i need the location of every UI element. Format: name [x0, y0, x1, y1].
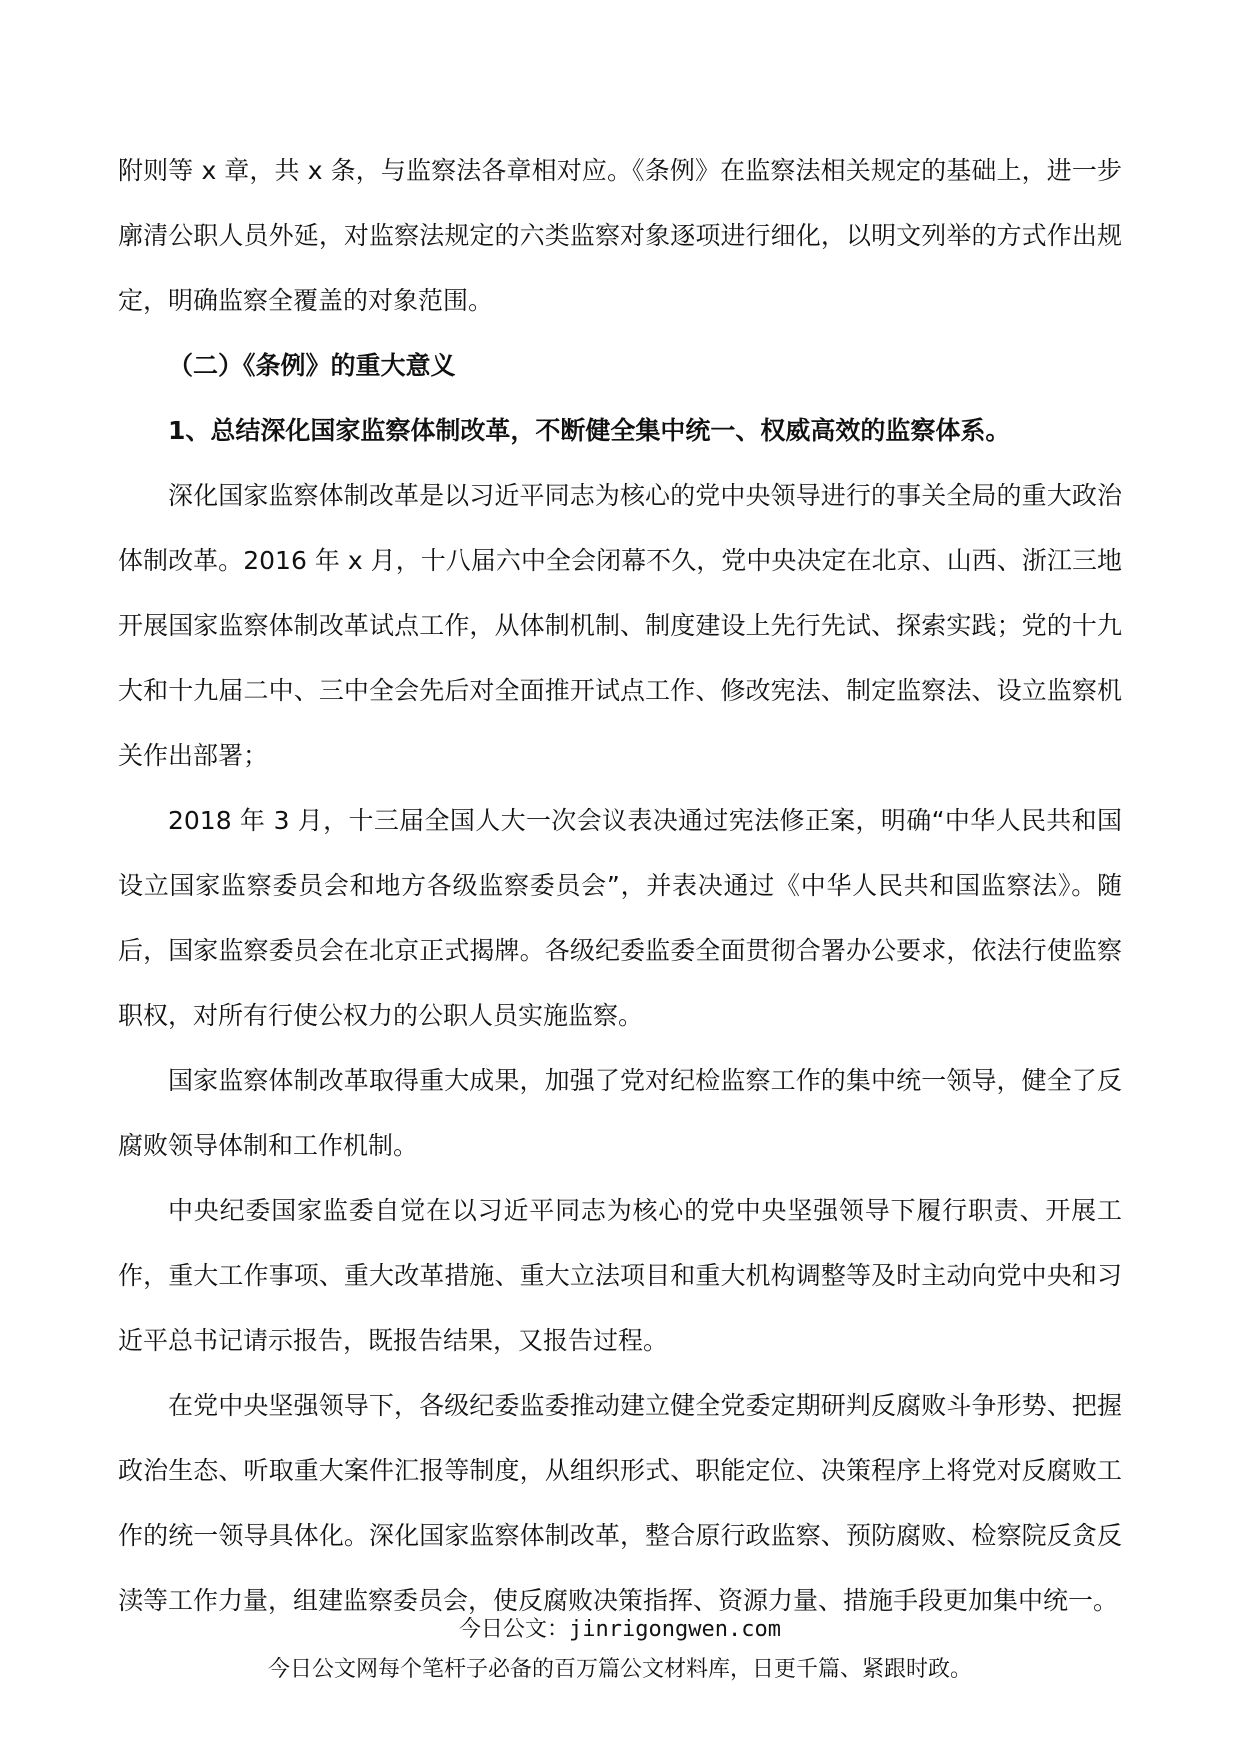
footer-site-url[interactable]: jinrigongwen.com [569, 1617, 781, 1642]
paragraph-5: 中央纪委国家监委自觉在以习近平同志为核心的党中央坚强领导下履行职责、开展工作，重大工作事项、重大改革措施、重大立法项目和重大机构调整等及时主动向党中央和习近平总书记请示报告，既报告结果，又报告过程。 [118, 1196, 1122, 1355]
paragraph-2: 深化国家监察体制改革是以习近平同志为核心的党中央领导进行的事关全局的重大政治体制改革。2016 年 x 月，十八届六中全会闭幕不久，党中央决定在北京、山西、浙江三地开展国家监察体制改革试点工作，从体制机制、制度建设上先行先试、探索实践；党的十九大和十九届二中、三中全会先后对全面推开试点工作、修改宪法、制定监察法、设立监察机关作出部署； [118, 481, 1122, 770]
footer-site-label: 今日公文： [459, 1617, 570, 1642]
document-body [118, 138, 1122, 1633]
footer-site-line [0, 1612, 1240, 1643]
section-heading: （二）《条例》的重大意义 [168, 351, 456, 380]
paragraph-1: 附则等 x 章，共 x 条，与监察法各章相对应。《条例》在监察法相关规定的基础上，进一步廓清公职人员外延，对监察法规定的六类监察对象逐项进行细化，以明文列举的方式作出规定，明确监察全覆盖的对象范围。 [118, 156, 1122, 315]
subsection-heading: 1、总结深化国家监察体制改革，不断健全集中统一、权威高效的监察体系。 [168, 416, 1011, 445]
paragraph-3: 2018 年 3 月，十三届全国人大一次会议表决通过宪法修正案，明确“中华人民共和国设立国家监察委员会和地方各级监察委员会”，并表决通过《中华人民共和国监察法》。随后，国家监察委员会在北京正式揭牌。各级纪委监委全面贯彻合署办公要求，依法行使监察职权，对所有行使公权力的公职人员实施监察。 [118, 806, 1122, 1030]
paragraph-6: 在党中央坚强领导下，各级纪委监委推动建立健全党委定期研判反腐败斗争形势、把握政治生态、听取重大案件汇报等制度，从组织形式、职能定位、决策程序上将党对反腐败工作的统一领导具体化。深化国家监察体制改革，整合原行政监察、预防腐败、检察院反贪反渎等工作力量，组建监察委员会，使反腐败决策指挥、资源力量、措施手段更加集中统一。 [118, 1391, 1122, 1615]
footer-slogan: 今日公文网每个笔杆子必备的百万篇公文材料库，日更千篇、紧跟时政。 [267, 1657, 972, 1682]
paragraph-4: 国家监察体制改革取得重大成果，加强了党对纪检监察工作的集中统一领导，健全了反腐败领导体制和工作机制。 [118, 1066, 1122, 1160]
